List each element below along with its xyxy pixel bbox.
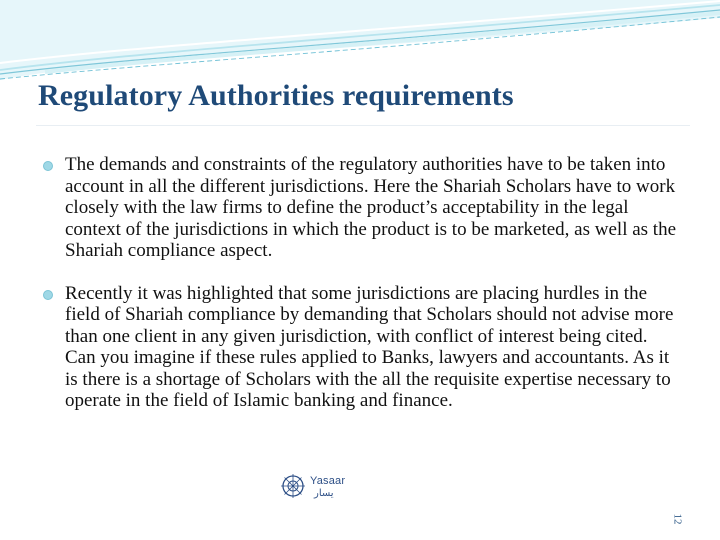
slide-title: Regulatory Authorities requirements xyxy=(38,79,514,112)
bullet-list xyxy=(40,154,680,412)
logo-arabic-wordmark: يسار xyxy=(314,488,334,499)
bullet-text: Recently it was highlighted that some jurisdictions are placing hurdles in the field of Shariah compliance by demanding that Scholars should not advise more than one client in any given jurisdiction, with conflict of interest being cited. Can you imagine if these rules applied to Banks, lawyers and accountants. As it is there is a shortage of Scholars with the all the requisite expertise necessary to operate in the field of Islamic banking and finance. xyxy=(65,282,674,411)
logo-emblem-icon xyxy=(278,471,308,501)
header-background-wave xyxy=(0,0,720,80)
logo-wordmark: Yasaar xyxy=(310,475,346,487)
bullet-text: The demands and constraints of the regulatory authorities have to be taken into account in all the different jurisdictions. Here the Shariah Scholars have to work closely with the law firms to define the product’s acceptability in the legal context of the jurisdictions in which the product is to be marketed, as well as the Shariah compliance aspect. xyxy=(65,154,677,261)
bullet-circle-icon xyxy=(43,161,53,171)
page-number: 12 xyxy=(671,513,684,525)
title-divider xyxy=(36,125,690,126)
bullet-item xyxy=(40,154,680,262)
bullet-circle-icon xyxy=(43,290,53,300)
bullet-item xyxy=(40,283,680,412)
header-swoosh-band xyxy=(0,0,720,80)
logo-footer-box xyxy=(248,458,406,540)
